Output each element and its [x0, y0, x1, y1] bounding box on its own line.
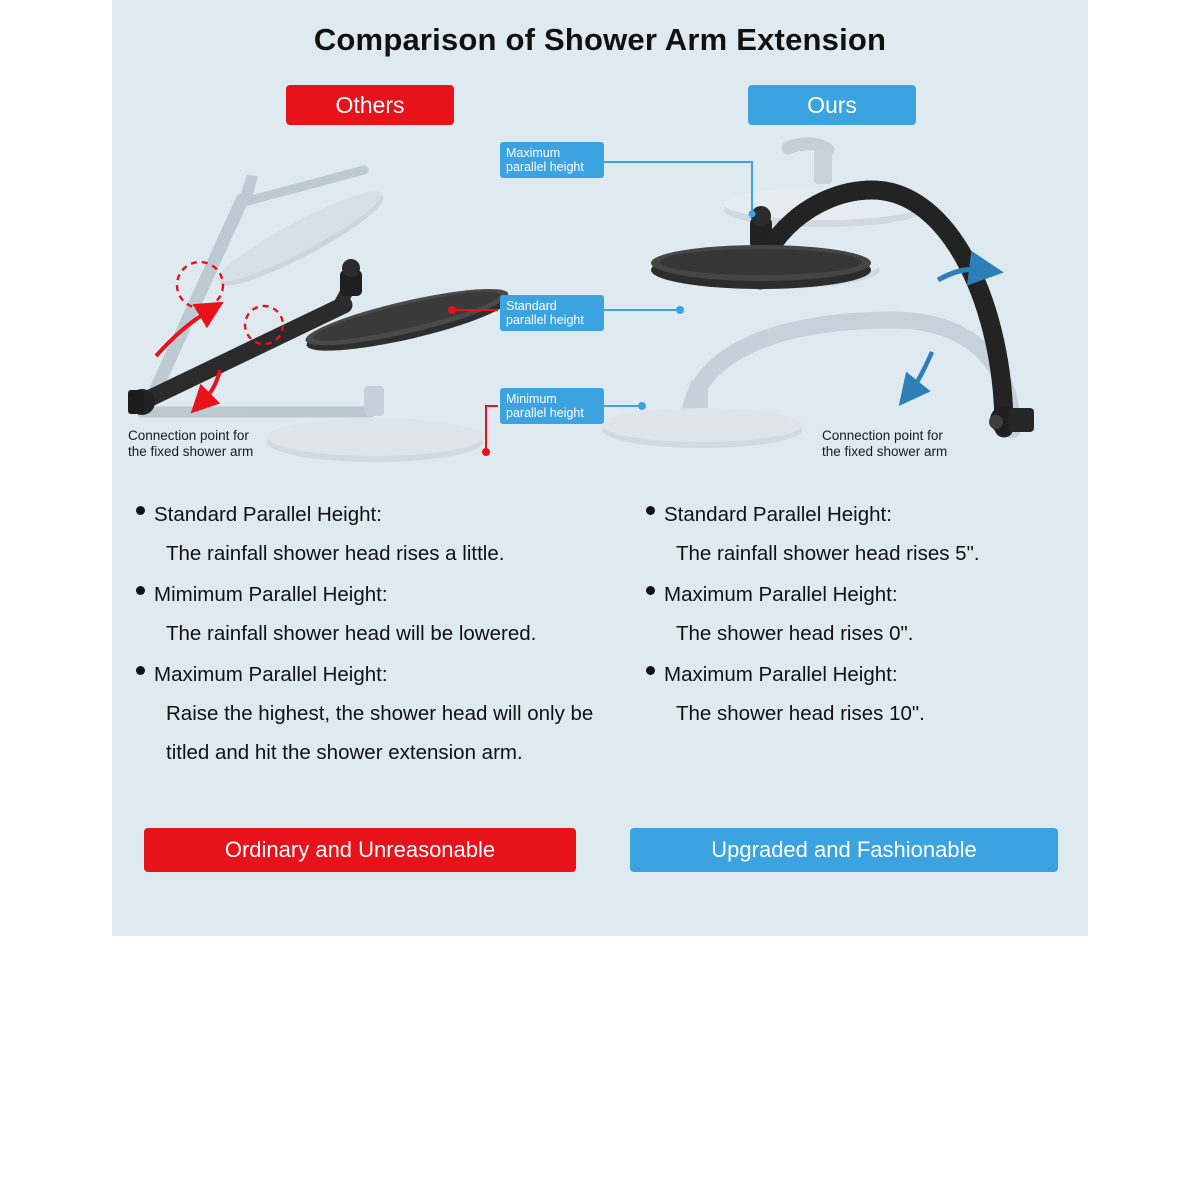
- page-title: Comparison of Shower Arm Extension: [313, 22, 887, 57]
- bullet-detail: The shower head rises 0".: [676, 622, 914, 645]
- list-item: [642, 575, 1072, 653]
- list-item: [642, 655, 1072, 733]
- bullet-heading: Maximum Parallel Height:: [664, 663, 898, 686]
- infographic-panel: [112, 0, 1088, 936]
- ours-illustration: [602, 144, 1034, 448]
- bullet-detail: The rainfall shower head rises 5".: [676, 542, 980, 565]
- bullet-dot-icon: [136, 586, 145, 595]
- connection-label-right: [822, 428, 992, 460]
- connection-right-line1: Connection point for: [822, 428, 943, 443]
- connection-left-line2: the fixed shower arm: [128, 444, 254, 459]
- header-pill-ours: Ours: [748, 85, 916, 125]
- others-bullet-list: [132, 495, 602, 774]
- callout-standard-parallel-height: [500, 295, 604, 331]
- header-pill-others: Others: [286, 85, 454, 125]
- footer-banner-ours: Upgraded and Fashionable: [630, 828, 1058, 872]
- bullet-detail: The shower head rises 10".: [676, 702, 925, 725]
- footer-banner-others: Ordinary and Unreasonable: [144, 828, 576, 872]
- callout-standard-line2: parallel height: [506, 313, 584, 327]
- bullet-dot-icon: [646, 586, 655, 595]
- callout-maximum-line1: Maximum: [506, 146, 561, 160]
- callout-standard-line1: Standard: [506, 299, 557, 313]
- callout-minimum-line2: parallel height: [506, 406, 584, 420]
- connection-right-line2: the fixed shower arm: [822, 444, 948, 459]
- callout-maximum-line2: parallel height: [506, 160, 584, 174]
- connection-label-left: [128, 428, 298, 460]
- list-item: [642, 495, 1072, 573]
- bullet-dot-icon: [136, 666, 145, 675]
- list-item: [132, 495, 602, 573]
- connection-left-line1: Connection point for: [128, 428, 249, 443]
- callout-minimum-parallel-height: [500, 388, 604, 424]
- bullet-heading: Maximum Parallel Height:: [664, 583, 898, 606]
- bullet-detail: The rainfall shower head will be lowered.: [166, 622, 537, 645]
- bullet-heading: Mimimum Parallel Height:: [154, 583, 388, 606]
- bullet-heading: Standard Parallel Height:: [154, 503, 382, 526]
- bullet-columns: [112, 495, 1088, 815]
- illustration-area: [112, 130, 1088, 490]
- others-illustration: [128, 170, 513, 462]
- list-item: [132, 575, 602, 653]
- bullet-detail: Raise the highest, the shower head will only be titled and hit the shower extension arm.: [166, 702, 594, 764]
- bullet-heading: Maximum Parallel Height:: [154, 663, 388, 686]
- callout-minimum-line1: Minimum: [506, 392, 557, 406]
- callout-maximum-parallel-height: [500, 142, 604, 178]
- bullet-heading: Standard Parallel Height:: [664, 503, 892, 526]
- bullet-dot-icon: [646, 666, 655, 675]
- ours-bullet-list: [642, 495, 1072, 735]
- bullet-detail: The rainfall shower head rises a little.: [166, 542, 505, 565]
- list-item: [132, 655, 602, 772]
- bullet-dot-icon: [136, 506, 145, 515]
- bullet-dot-icon: [646, 506, 655, 515]
